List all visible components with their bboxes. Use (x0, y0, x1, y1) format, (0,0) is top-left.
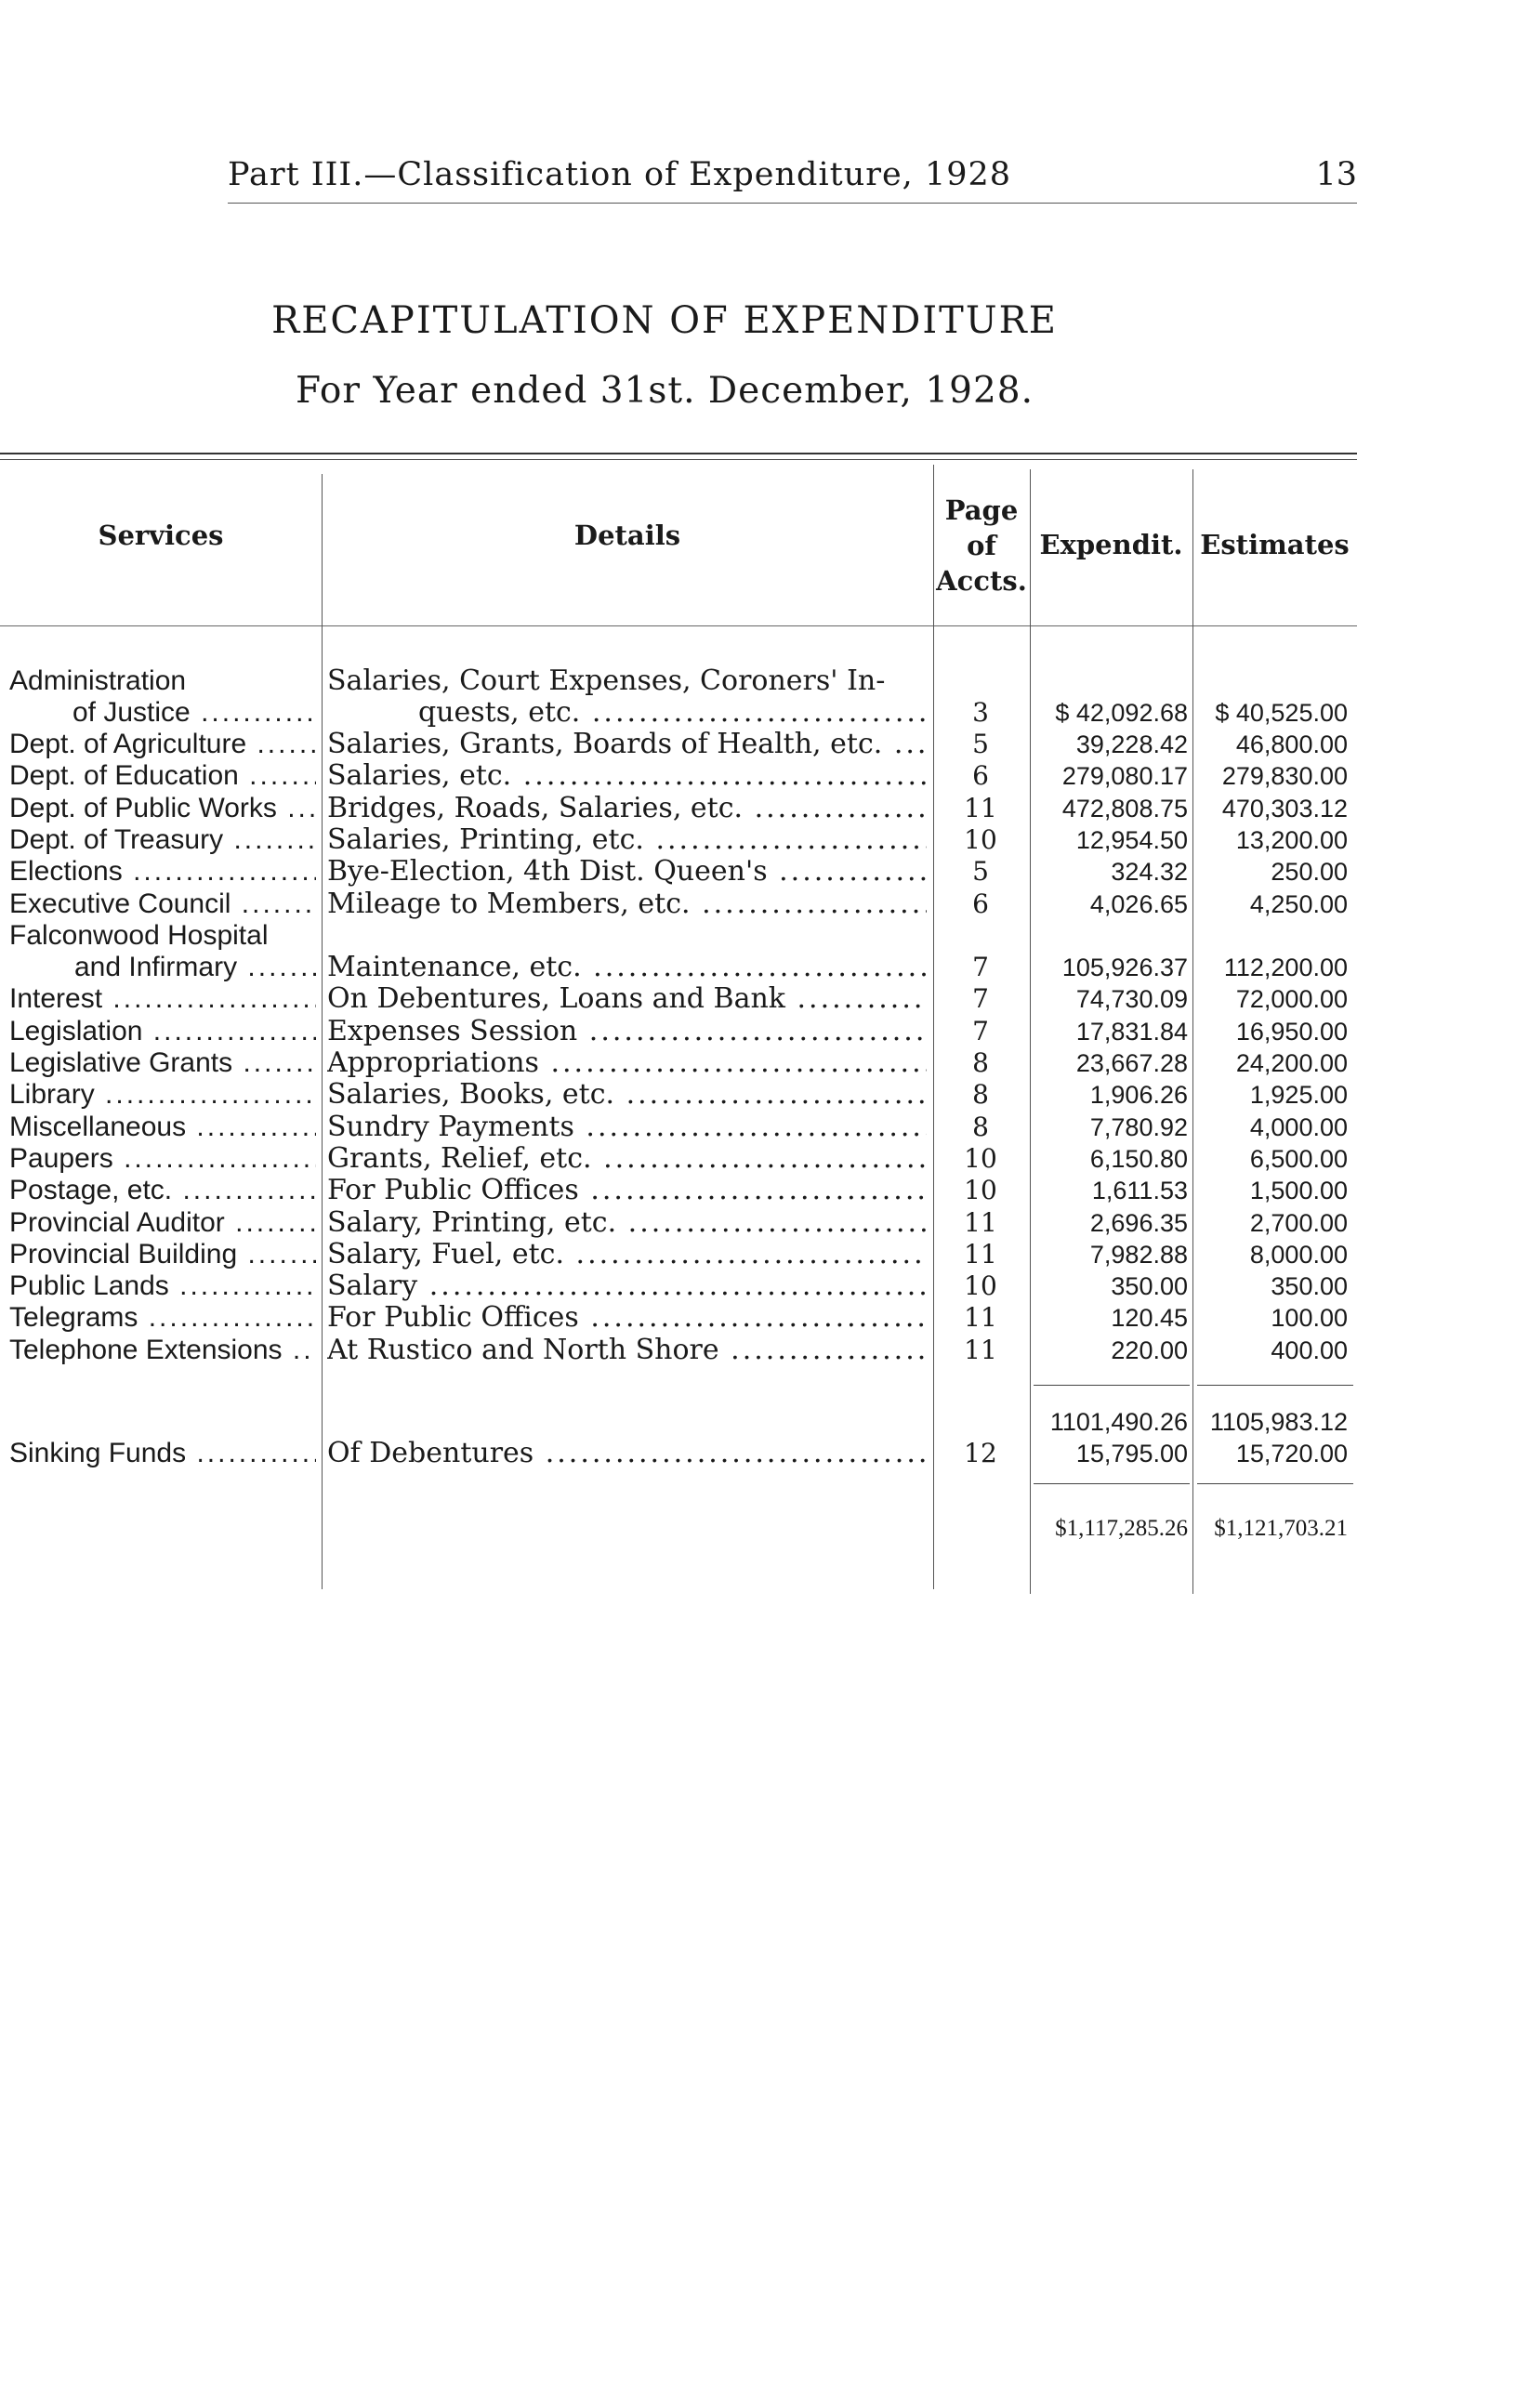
page-number: 13 (1315, 156, 1357, 193)
service-cell (9, 983, 316, 1015)
table-row (0, 983, 1357, 1015)
page-cell: 11 (964, 1238, 997, 1270)
column-header-page-line2: of (967, 530, 996, 561)
page-cell: 10 (964, 1175, 997, 1206)
table-row (0, 1016, 1357, 1047)
service-cell (9, 1207, 316, 1239)
service-cell (9, 1335, 316, 1366)
column-header-page-line3: Accts. (936, 565, 1027, 597)
table-row (0, 1270, 1357, 1302)
service-cell (9, 856, 316, 888)
detail-text: Appropriations (327, 1047, 539, 1079)
detail-text: Salaries, etc. (327, 760, 512, 793)
detail-cell (327, 1016, 927, 1047)
page-cell: 8 (972, 1079, 989, 1111)
detail-cell (327, 1047, 927, 1079)
total-row (0, 1513, 1357, 1545)
expendit-cell: 12,954.50 (1075, 825, 1188, 854)
expendit-cell: 23,667.28 (1075, 1049, 1188, 1077)
page-cell: 6 (972, 888, 989, 919)
detail-cell (327, 1438, 927, 1469)
table-row (0, 1335, 1357, 1366)
service-cell (9, 1112, 316, 1143)
detail-text: Grants, Relief, etc. (327, 1142, 592, 1175)
detail-cell (418, 697, 927, 729)
estimate-cell: 100.00 (1271, 1304, 1348, 1333)
detail-text: Sundry Payments (327, 1111, 574, 1143)
estimate-cell: 46,800.00 (1235, 730, 1348, 758)
sinking-funds-row (0, 1438, 1357, 1469)
page-cell: 11 (964, 1302, 997, 1334)
service-text: Sinking Funds (9, 1438, 187, 1468)
estimate-cell: 8,000.00 (1249, 1240, 1348, 1269)
expendit-cell: 17,831.84 (1075, 1017, 1188, 1046)
page-cell: 7 (972, 952, 989, 983)
total-rule-estimate (1197, 1483, 1353, 1484)
subtotal-row (0, 1406, 1357, 1438)
table-row (0, 888, 1357, 920)
column-header-page-line1: Page (944, 494, 1019, 526)
expendit-cell: 15,795.00 (1075, 1440, 1188, 1467)
estimate-cell: 72,000.00 (1235, 985, 1348, 1014)
expendit-cell: 120.45 (1111, 1304, 1188, 1333)
estimate-cell: 15,720.00 (1235, 1440, 1348, 1467)
estimate-cell: 16,950.00 (1235, 1017, 1348, 1046)
total-estimate: $1,121,703.21 (1214, 1516, 1348, 1541)
column-header-expendit: Expendit. (1039, 529, 1183, 560)
estimate-cell: 13,200.00 (1235, 825, 1348, 854)
table-row (0, 1079, 1357, 1111)
detail-text: Expenses Session (327, 1015, 578, 1047)
detail-cell (327, 729, 927, 760)
detail-text: Salary (327, 1270, 418, 1303)
service-text: Provincial Building (9, 1238, 238, 1270)
estimate-cell: 400.00 (1271, 1336, 1348, 1364)
table-top-rule-inner (0, 459, 1357, 460)
detail-cell (327, 1143, 927, 1175)
page-cell: 3 (972, 697, 989, 728)
column-header-page (933, 493, 1030, 599)
table-row (0, 856, 1357, 888)
service-cell (9, 1239, 316, 1270)
service-text: Legislation (9, 1015, 143, 1046)
estimate-cell: 279,830.00 (1221, 762, 1348, 791)
service-cell (9, 1302, 316, 1334)
service-text: Telephone Extensions (9, 1334, 283, 1365)
expendit-cell: 39,228.42 (1075, 730, 1188, 758)
page-cell: 6 (972, 760, 989, 792)
table-row (0, 1175, 1357, 1206)
service-cell (9, 1270, 316, 1302)
table-row (0, 729, 1357, 760)
table-top-rule (0, 453, 1357, 454)
service-text: Postage, etc. (9, 1175, 173, 1206)
table-row (0, 920, 1357, 952)
detail-cell (327, 1175, 927, 1206)
service-cell (9, 1047, 316, 1079)
total-rule-expendit (1034, 1483, 1190, 1484)
expendit-cell: 74,730.09 (1075, 985, 1188, 1014)
expendit-cell: 472,808.75 (1061, 794, 1188, 822)
table-row (0, 1239, 1357, 1270)
page-cell: 8 (972, 1047, 989, 1078)
page-cell: 8 (972, 1111, 989, 1142)
service-text: Executive Council (9, 888, 231, 919)
table-row (0, 760, 1357, 792)
detail-text: Maintenance, etc. (327, 952, 582, 984)
service-cell (9, 920, 316, 952)
service-cell (9, 1079, 316, 1111)
detail-text: Salaries, Books, etc. (327, 1079, 615, 1112)
detail-text: For Public Offices (327, 1302, 579, 1335)
detail-text: quests, etc. (418, 697, 581, 729)
service-cell (74, 952, 316, 983)
detail-cell (327, 856, 927, 888)
expendit-cell: 324.32 (1111, 858, 1188, 887)
table-row (0, 1112, 1357, 1143)
column-header-estimates: Estimates (1200, 529, 1350, 560)
expendit-cell: 1,906.26 (1089, 1081, 1188, 1110)
page-cell: 11 (964, 1334, 997, 1365)
estimate-cell: 112,200.00 (1223, 954, 1348, 982)
page-cell: 10 (964, 823, 997, 855)
table-row (0, 1047, 1357, 1079)
page-cell: 11 (964, 792, 997, 823)
subtotal-rule-estimate (1197, 1385, 1353, 1386)
detail-text: Salary, Printing, etc. (327, 1206, 617, 1239)
service-text: Provincial Auditor (9, 1206, 225, 1238)
table-row (0, 952, 1357, 983)
expendit-cell: 105,926.37 (1061, 954, 1188, 982)
service-cell: of Justice ..... (72, 697, 316, 729)
subtotal-rule-expendit (1034, 1385, 1190, 1386)
service-text: Paupers (9, 1142, 113, 1174)
page-cell: 12 (964, 1438, 997, 1468)
service-text: Elections (9, 856, 123, 888)
estimate-cell: 4,000.00 (1249, 1112, 1348, 1141)
table-row (0, 665, 1357, 697)
service-text: Telegrams (9, 1302, 138, 1334)
expendit-cell: 1,611.53 (1091, 1177, 1188, 1205)
expendit-cell: 220.00 (1111, 1336, 1188, 1364)
detail-text: Salaries, Grants, Boards of Health, etc. (327, 729, 883, 760)
column-header-services: Services (98, 520, 224, 551)
estimate-cell: 6,500.00 (1249, 1144, 1348, 1173)
table-row (0, 697, 1357, 729)
running-title: Part III.—Classification of Expenditure, 1928 (228, 156, 1012, 193)
estimate-cell: $ 40,525.00 (1215, 699, 1348, 727)
service-text: Dept. of Public Works (9, 792, 277, 823)
expendit-cell: $ 42,092.68 (1055, 699, 1188, 727)
estimate-cell: 350.00 (1271, 1272, 1348, 1301)
service-text: Dept. of Education (9, 760, 239, 792)
table-row (0, 1302, 1357, 1334)
estimate-cell: 2,700.00 (1249, 1208, 1348, 1237)
service-cell (9, 1143, 316, 1175)
service-text: Legislative Grants (9, 1047, 233, 1078)
service-cell (9, 760, 316, 792)
service-text: and Infirmary (74, 952, 238, 983)
service-cell (9, 1175, 316, 1206)
detail-cell: Salaries, Court Expenses, Coroners' In- (327, 665, 886, 697)
detail-cell (327, 1207, 927, 1239)
column-header-details: Details (573, 520, 681, 551)
detail-text: Of Debentures (327, 1438, 534, 1469)
service-text: Library (9, 1079, 95, 1111)
table-row (0, 793, 1357, 824)
service-text: Public Lands (9, 1270, 169, 1302)
estimate-cell: 470,303.12 (1221, 794, 1348, 822)
detail-text: Salary, Fuel, etc. (327, 1238, 564, 1270)
expendit-cell: 6,150.80 (1089, 1144, 1188, 1173)
estimate-cell: 1,500.00 (1249, 1177, 1348, 1205)
detail-text: Salaries, Printing, etc. (327, 823, 644, 856)
expendit-cell: 350.00 (1111, 1272, 1188, 1301)
detail-cell (327, 1239, 927, 1270)
expendit-cell: 7,780.92 (1089, 1112, 1188, 1141)
running-head (228, 156, 1357, 204)
page-cell: 5 (972, 729, 989, 759)
estimate-cell: 24,200.00 (1235, 1049, 1348, 1077)
service-cell (9, 888, 316, 920)
table-row (0, 1207, 1357, 1239)
document-title: RECAPITULATION OF EXPENDITURE (271, 299, 1058, 342)
detail-cell (327, 952, 927, 983)
service-text: Dept. of Treasury (9, 823, 224, 855)
page-cell: 5 (972, 856, 989, 888)
detail-cell (327, 760, 927, 792)
service-text: Interest (9, 983, 103, 1015)
service-cell (9, 793, 316, 824)
expendit-cell: 7,982.88 (1089, 1240, 1188, 1269)
detail-cell (327, 824, 927, 856)
estimate-cell: 4,250.00 (1249, 889, 1348, 918)
header-bottom-rule (0, 625, 1357, 626)
table-row (0, 1143, 1357, 1175)
subtotal-expendit: 1101,490.26 (1049, 1408, 1188, 1436)
service-text: Miscellaneous (9, 1111, 187, 1142)
detail-text: Mileage to Members, etc. (327, 888, 691, 920)
service-text: Falconwood Hospital (9, 919, 269, 951)
expendit-cell: 279,080.17 (1061, 762, 1188, 791)
detail-text: Bye-Election, 4th Dist. Queen's (327, 856, 768, 888)
detail-text: Bridges, Roads, Salaries, etc. (327, 792, 744, 824)
detail-cell (327, 1112, 927, 1143)
detail-cell (327, 1270, 927, 1302)
page-cell: 10 (964, 1270, 997, 1302)
detail-text: At Rustico and North Shore (327, 1334, 719, 1366)
detail-cell (327, 1079, 927, 1111)
detail-text: On Debentures, Loans and Bank (327, 983, 785, 1016)
service-text: Dept. of Agriculture (9, 729, 247, 759)
page-cell: 11 (964, 1206, 997, 1238)
page-cell: 7 (972, 983, 989, 1015)
service-cell (9, 1016, 316, 1047)
detail-cell (327, 1335, 927, 1366)
detail-text: For Public Offices (327, 1175, 579, 1207)
expendit-cell: 4,026.65 (1089, 889, 1188, 918)
detail-cell (327, 1302, 927, 1334)
service-cell: Administration (9, 665, 187, 696)
subtotal-estimate: 1105,983.12 (1209, 1408, 1348, 1436)
page-cell: 7 (972, 1015, 989, 1046)
detail-cell (327, 888, 927, 920)
total-expendit: $1,117,285.26 (1055, 1516, 1188, 1541)
document-subtitle: For Year ended 31st. December, 1928. (296, 370, 1034, 412)
table-row (0, 824, 1357, 856)
expendit-cell: 2,696.35 (1089, 1208, 1188, 1237)
detail-cell (327, 793, 927, 824)
estimate-cell: 250.00 (1271, 858, 1348, 887)
service-cell (9, 824, 316, 856)
service-cell (9, 1438, 316, 1469)
estimate-cell: 1,925.00 (1249, 1081, 1348, 1110)
page-cell: 10 (964, 1142, 997, 1174)
service-cell (9, 729, 316, 760)
detail-cell (327, 983, 927, 1015)
